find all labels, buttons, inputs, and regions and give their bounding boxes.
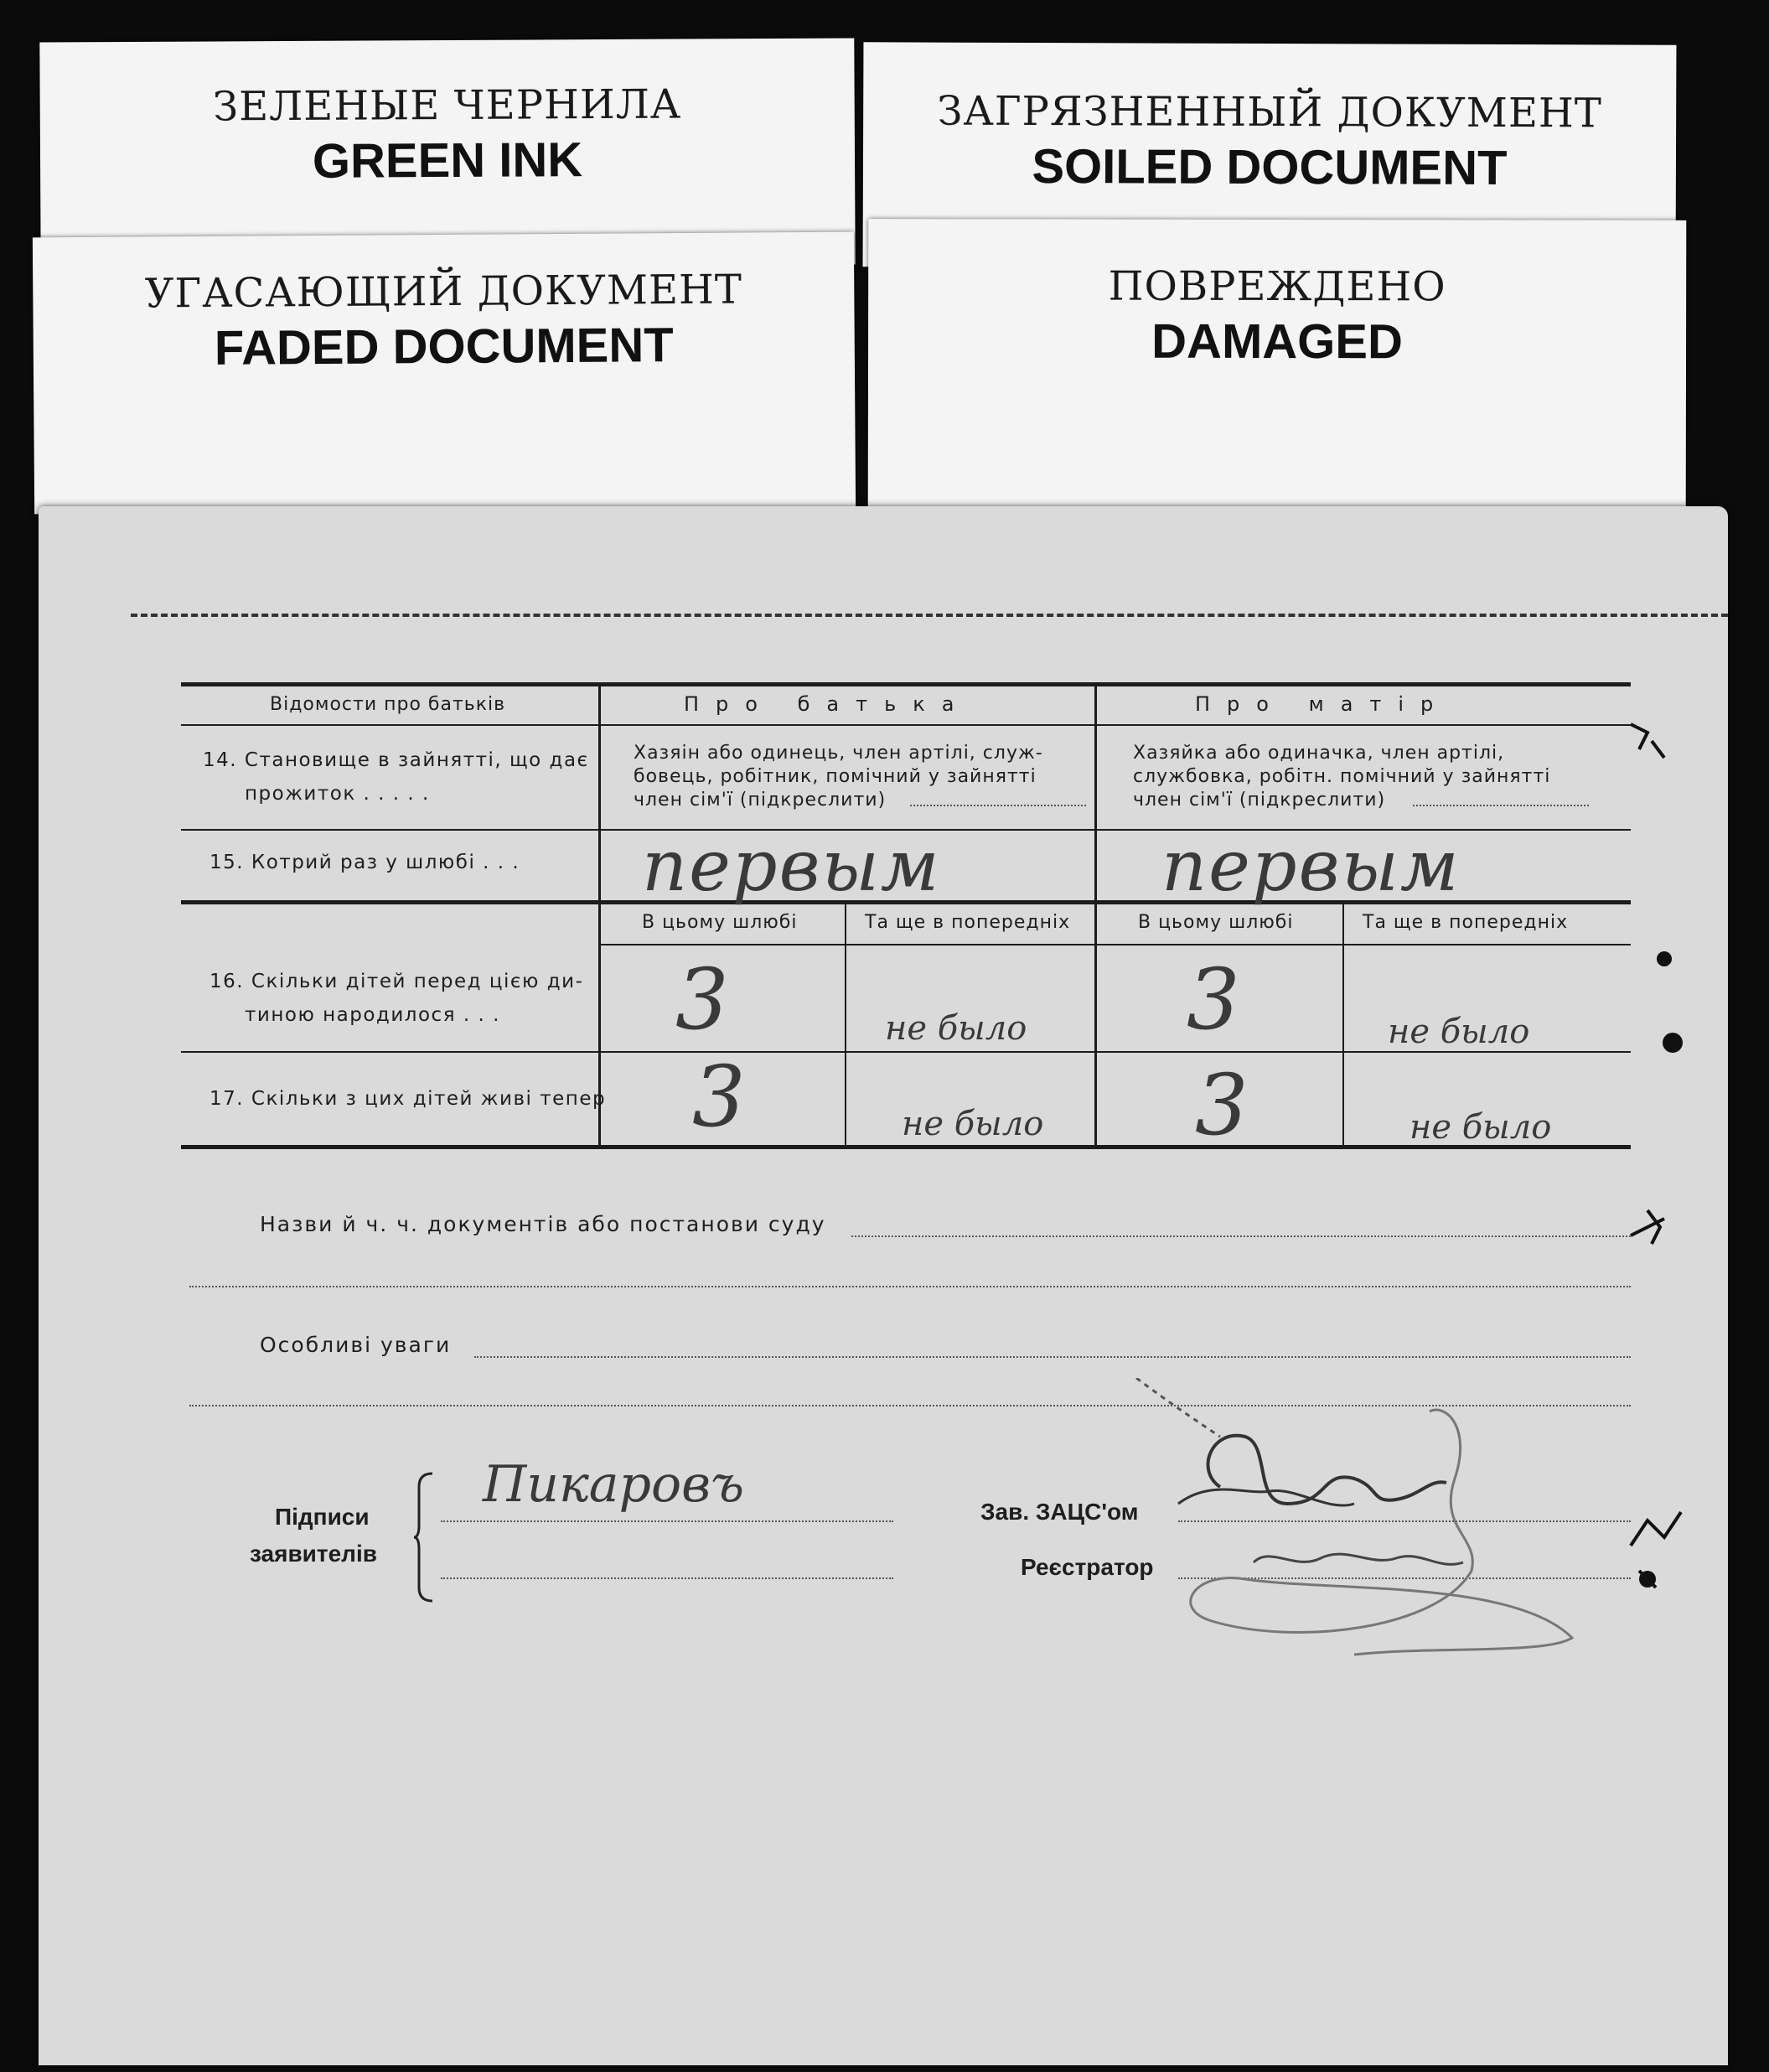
damaged-en: DAMAGED	[1151, 313, 1403, 370]
row17-label: 17. Скільки з цих дітей живі тепер	[209, 1088, 607, 1110]
header-father: Про батька	[684, 692, 971, 716]
row14-father-line1: Хазяін або одинець, член артілі, служ-	[634, 743, 1043, 764]
subheader-mother-this: В цьому шлюбі	[1138, 912, 1294, 933]
remarks-label: Особливі уваги	[260, 1333, 452, 1357]
row14-label-line1: 14. Становище в зайнятті, що дає	[203, 749, 589, 771]
row14-label-line2: прожиток . . . . .	[245, 783, 430, 805]
col-divider-father-sub	[845, 902, 846, 1147]
row16-father-this-handwritten: 3	[675, 951, 729, 1049]
soiled-ru: ЗАГРЯЗНЕННЫЙ ДОКУМЕНТ	[937, 87, 1602, 137]
row16-mother-this-handwritten: 3	[1187, 951, 1240, 1049]
row17-mother-prev-handwritten: не было	[1410, 1108, 1552, 1147]
remarks-dots-1	[474, 1356, 1631, 1358]
row15-mother-handwritten: первым	[1161, 825, 1461, 907]
subheader-rule	[600, 944, 1631, 945]
signatures-brace	[412, 1470, 437, 1604]
registrar-label: Реєстратор	[1021, 1554, 1154, 1580]
applicant-signature-handwritten: Пикаровъ	[483, 1455, 745, 1514]
signatures-label-line1: Підписи	[275, 1504, 370, 1530]
row16-rule	[181, 1051, 1631, 1053]
table-top-rule	[181, 682, 1631, 686]
perforation-line	[131, 614, 1728, 617]
header-mother: Про матір	[1195, 692, 1451, 716]
row16-mother-prev-handwritten: не было	[1388, 1013, 1530, 1051]
faded-en: FADED DOCUMENT	[214, 318, 674, 376]
row16-label-line2: тиною народилося . . .	[245, 1004, 500, 1026]
row14-mother-line1: Хазяйка або одиначка, член артілі,	[1133, 743, 1505, 764]
col-divider-1	[598, 684, 601, 1147]
soiled-en: SOILED DOCUMENT	[1032, 139, 1508, 195]
green-ink-en: GREEN INK	[312, 132, 583, 189]
head-zags-label: Зав. ЗАЦС'ом	[980, 1499, 1139, 1525]
damaged-ru: ПОВРЕЖДЕНО	[1108, 262, 1446, 311]
col-divider-mother-sub	[1342, 902, 1344, 1147]
damaged-label-card	[868, 219, 1687, 514]
row15-label: 15. Котрий раз у шлюбі . . .	[209, 852, 520, 873]
signatures-label-line2: заявителів	[250, 1541, 377, 1567]
col-divider-2	[1094, 684, 1097, 1147]
subheader-mother-prev: Та ще в попередніх	[1363, 912, 1569, 933]
documents-label: Назви й ч. ч. документів або постанови суду	[260, 1212, 826, 1236]
row14-mother-dots	[1413, 805, 1589, 806]
header-parents-info: Відомости про батьків	[270, 694, 506, 715]
applicant-signature-line-1	[441, 1520, 893, 1522]
row16-label-line1: 16. Скільки дітей перед цією ди-	[209, 971, 584, 992]
row14-father-line2: бовець, робітник, помічний у зайнятті	[634, 766, 1037, 787]
applicant-signature-line-2	[441, 1577, 893, 1579]
row14-mother-line2: службовка, робітн. помічний у зайнятті	[1133, 766, 1551, 787]
row17-mother-this-handwritten: 3	[1195, 1056, 1249, 1154]
green-ink-ru: ЗЕЛЕНЫЕ ЧЕРНИЛА	[213, 80, 682, 131]
row14-father-dots	[910, 805, 1086, 806]
documents-dots-1	[851, 1235, 1631, 1237]
subheader-father-prev: Та ще в попередніх	[865, 912, 1071, 933]
row14-father-line3: член сім'ї (підкреслити)	[634, 790, 887, 811]
row17-father-this-handwritten: 3	[692, 1048, 746, 1146]
damage-marks	[1614, 699, 1706, 1621]
faded-ru: УГАСАЮЩИЙ ДОКУМЕНТ	[144, 266, 743, 318]
row15-father-handwritten: первым	[642, 825, 941, 907]
official-signatures-scribble	[1078, 1378, 1597, 1696]
subheader-father-this: В цьому шлюбі	[642, 912, 798, 933]
row16-father-prev-handwritten: не было	[885, 1009, 1027, 1048]
faded-document-label-card	[33, 232, 856, 515]
documents-dots-2	[189, 1286, 1631, 1287]
registration-form-sheet	[39, 506, 1728, 2065]
row14-mother-line3: член сім'ї (підкреслити)	[1133, 790, 1386, 811]
header-rule	[181, 724, 1631, 726]
row17-father-prev-handwritten: не было	[902, 1105, 1044, 1143]
